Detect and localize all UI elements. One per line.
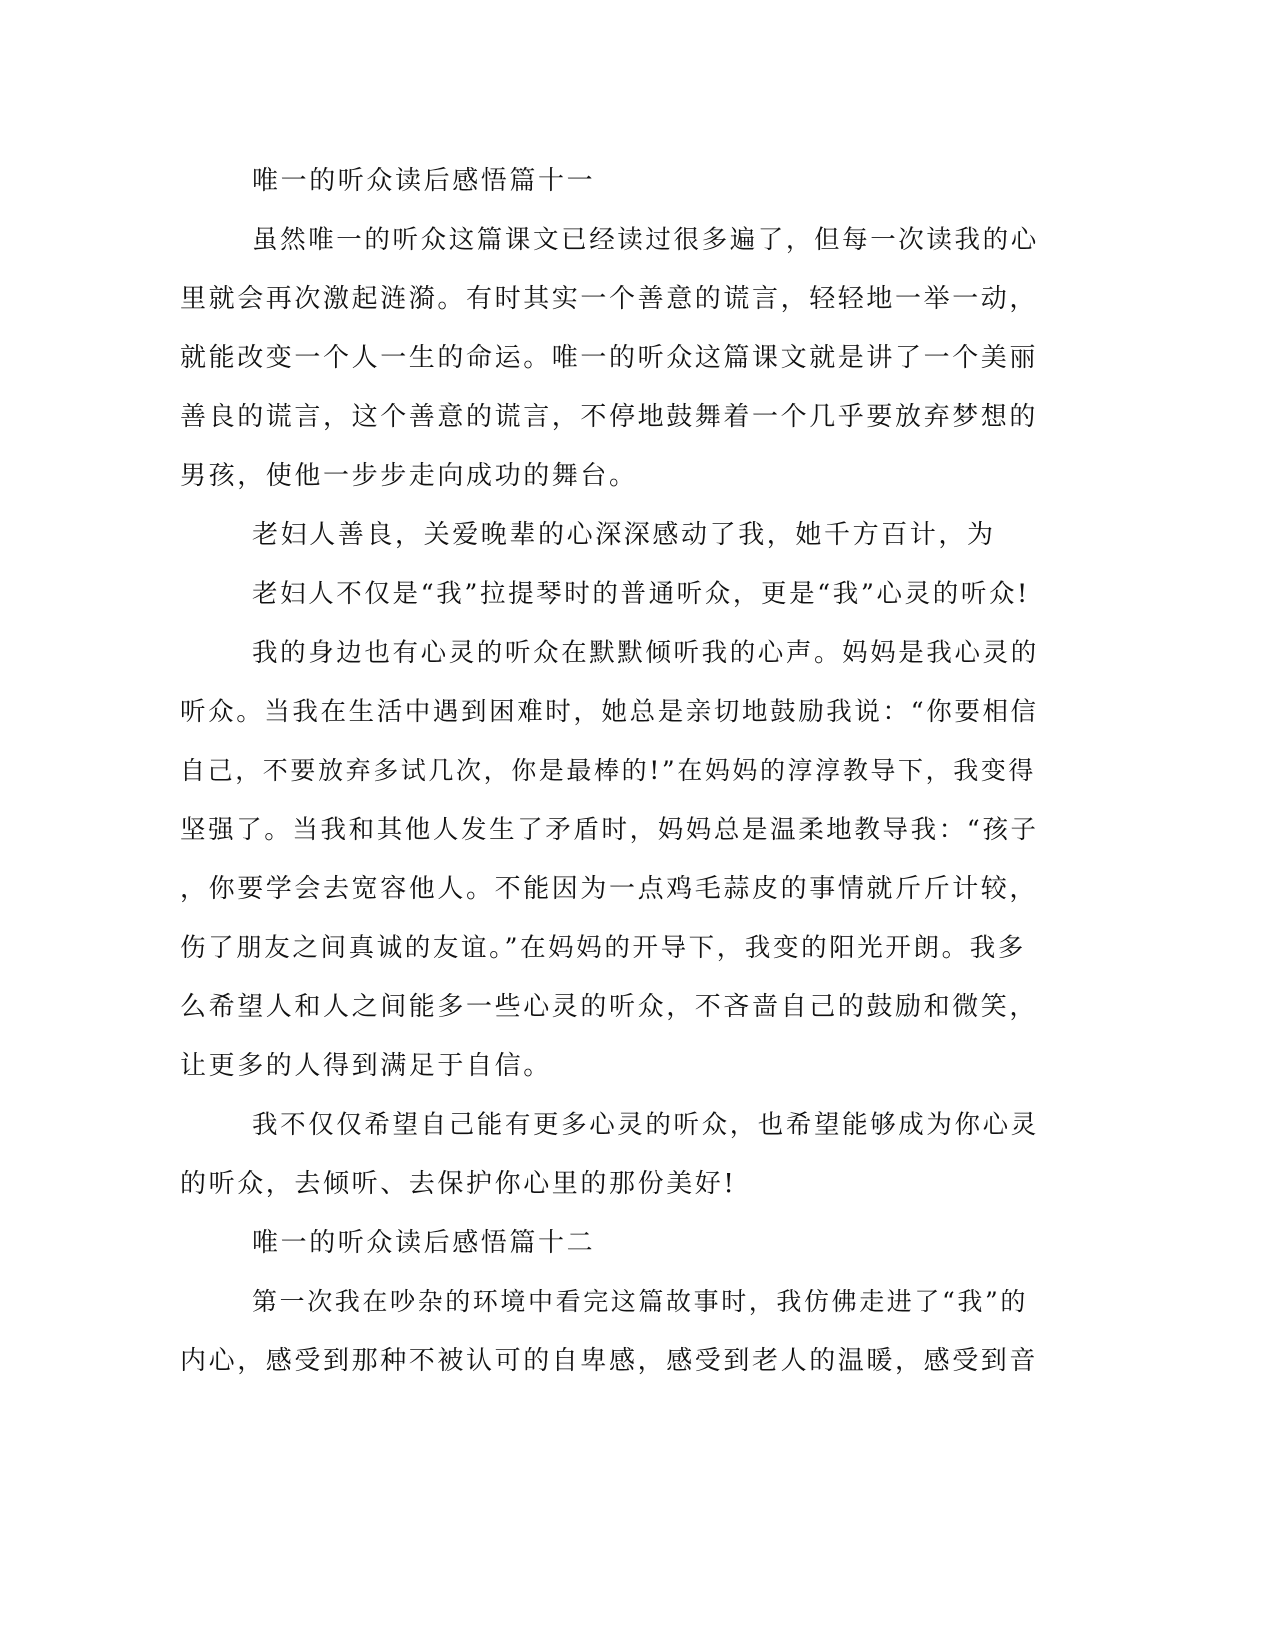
paragraph-line: 男孩，使他一步步走向成功的舞台。 [180, 461, 638, 491]
paragraph-line: 里就会再次激起涟漪。有时其实一个善意的谎言，轻轻地一举一动， [180, 284, 1039, 314]
paragraph-line: 我的身边也有心灵的听众在默默倾听我的心声。妈妈是我心灵的 [252, 638, 1039, 668]
paragraph-line: 坚强了。当我和其他人发生了矛盾时，妈妈总是温柔地教导我：“孩子 [180, 815, 1039, 845]
paragraph-line: 伤了朋友之间真诚的友谊。”在妈妈的开导下，我变的阳光开朗。我多 [180, 933, 1026, 963]
paragraph-line: 善良的谎言，这个善意的谎言，不停地鼓舞着一个几乎要放弃梦想的 [180, 402, 1039, 432]
paragraph-line: 么希望人和人之间能多一些心灵的听众，不吝啬自己的鼓励和微笑， [180, 992, 1039, 1022]
paragraph-line: ，你要学会去宽容他人。不能因为一点鸡毛蒜皮的事情就斤斤计较， [180, 874, 1039, 904]
paragraph-line: 自己，不要放弃多试几次，你是最棒的!”在妈妈的淳淳教导下，我变得 [180, 756, 1037, 785]
paragraph-line: 就能改变一个人一生的命运。唯一的听众这篇课文就是讲了一个美丽 [180, 343, 1039, 373]
paragraph-line: 虽然唯一的听众这篇课文已经读过很多遍了，但每一次读我的心 [252, 225, 1039, 255]
paragraph-line: 让更多的人得到满足于自信。 [180, 1051, 552, 1081]
paragraph-line: 我不仅仅希望自己能有更多心灵的听众，也希望能够成为你心灵 [252, 1110, 1039, 1140]
paragraph-line: 听众。当我在生活中遇到困难时，她总是亲切地鼓励我说：“你要相信 [180, 697, 1039, 727]
paragraph-line: 第一次我在吵杂的环境中看完这篇故事时，我仿佛走进了“我”的 [252, 1287, 1028, 1316]
section-heading-11: 唯一的听众读后感悟篇十一 [252, 166, 596, 196]
paragraph-line: 内心，感受到那种不被认可的自卑感，感受到老人的温暖，感受到音 [180, 1346, 1039, 1376]
paragraph-line: 的听众，去倾听、去保护你心里的那份美好! [180, 1169, 737, 1199]
paragraph-line: 老妇人善良，关爱晚辈的心深深感动了我，她千方百计，为 [252, 520, 996, 550]
section-heading-12: 唯一的听众读后感悟篇十二 [252, 1228, 596, 1258]
paragraph-line: 老妇人不仅是“我”拉提琴时的普通听众，更是“我”心灵的听众! [252, 579, 1030, 609]
